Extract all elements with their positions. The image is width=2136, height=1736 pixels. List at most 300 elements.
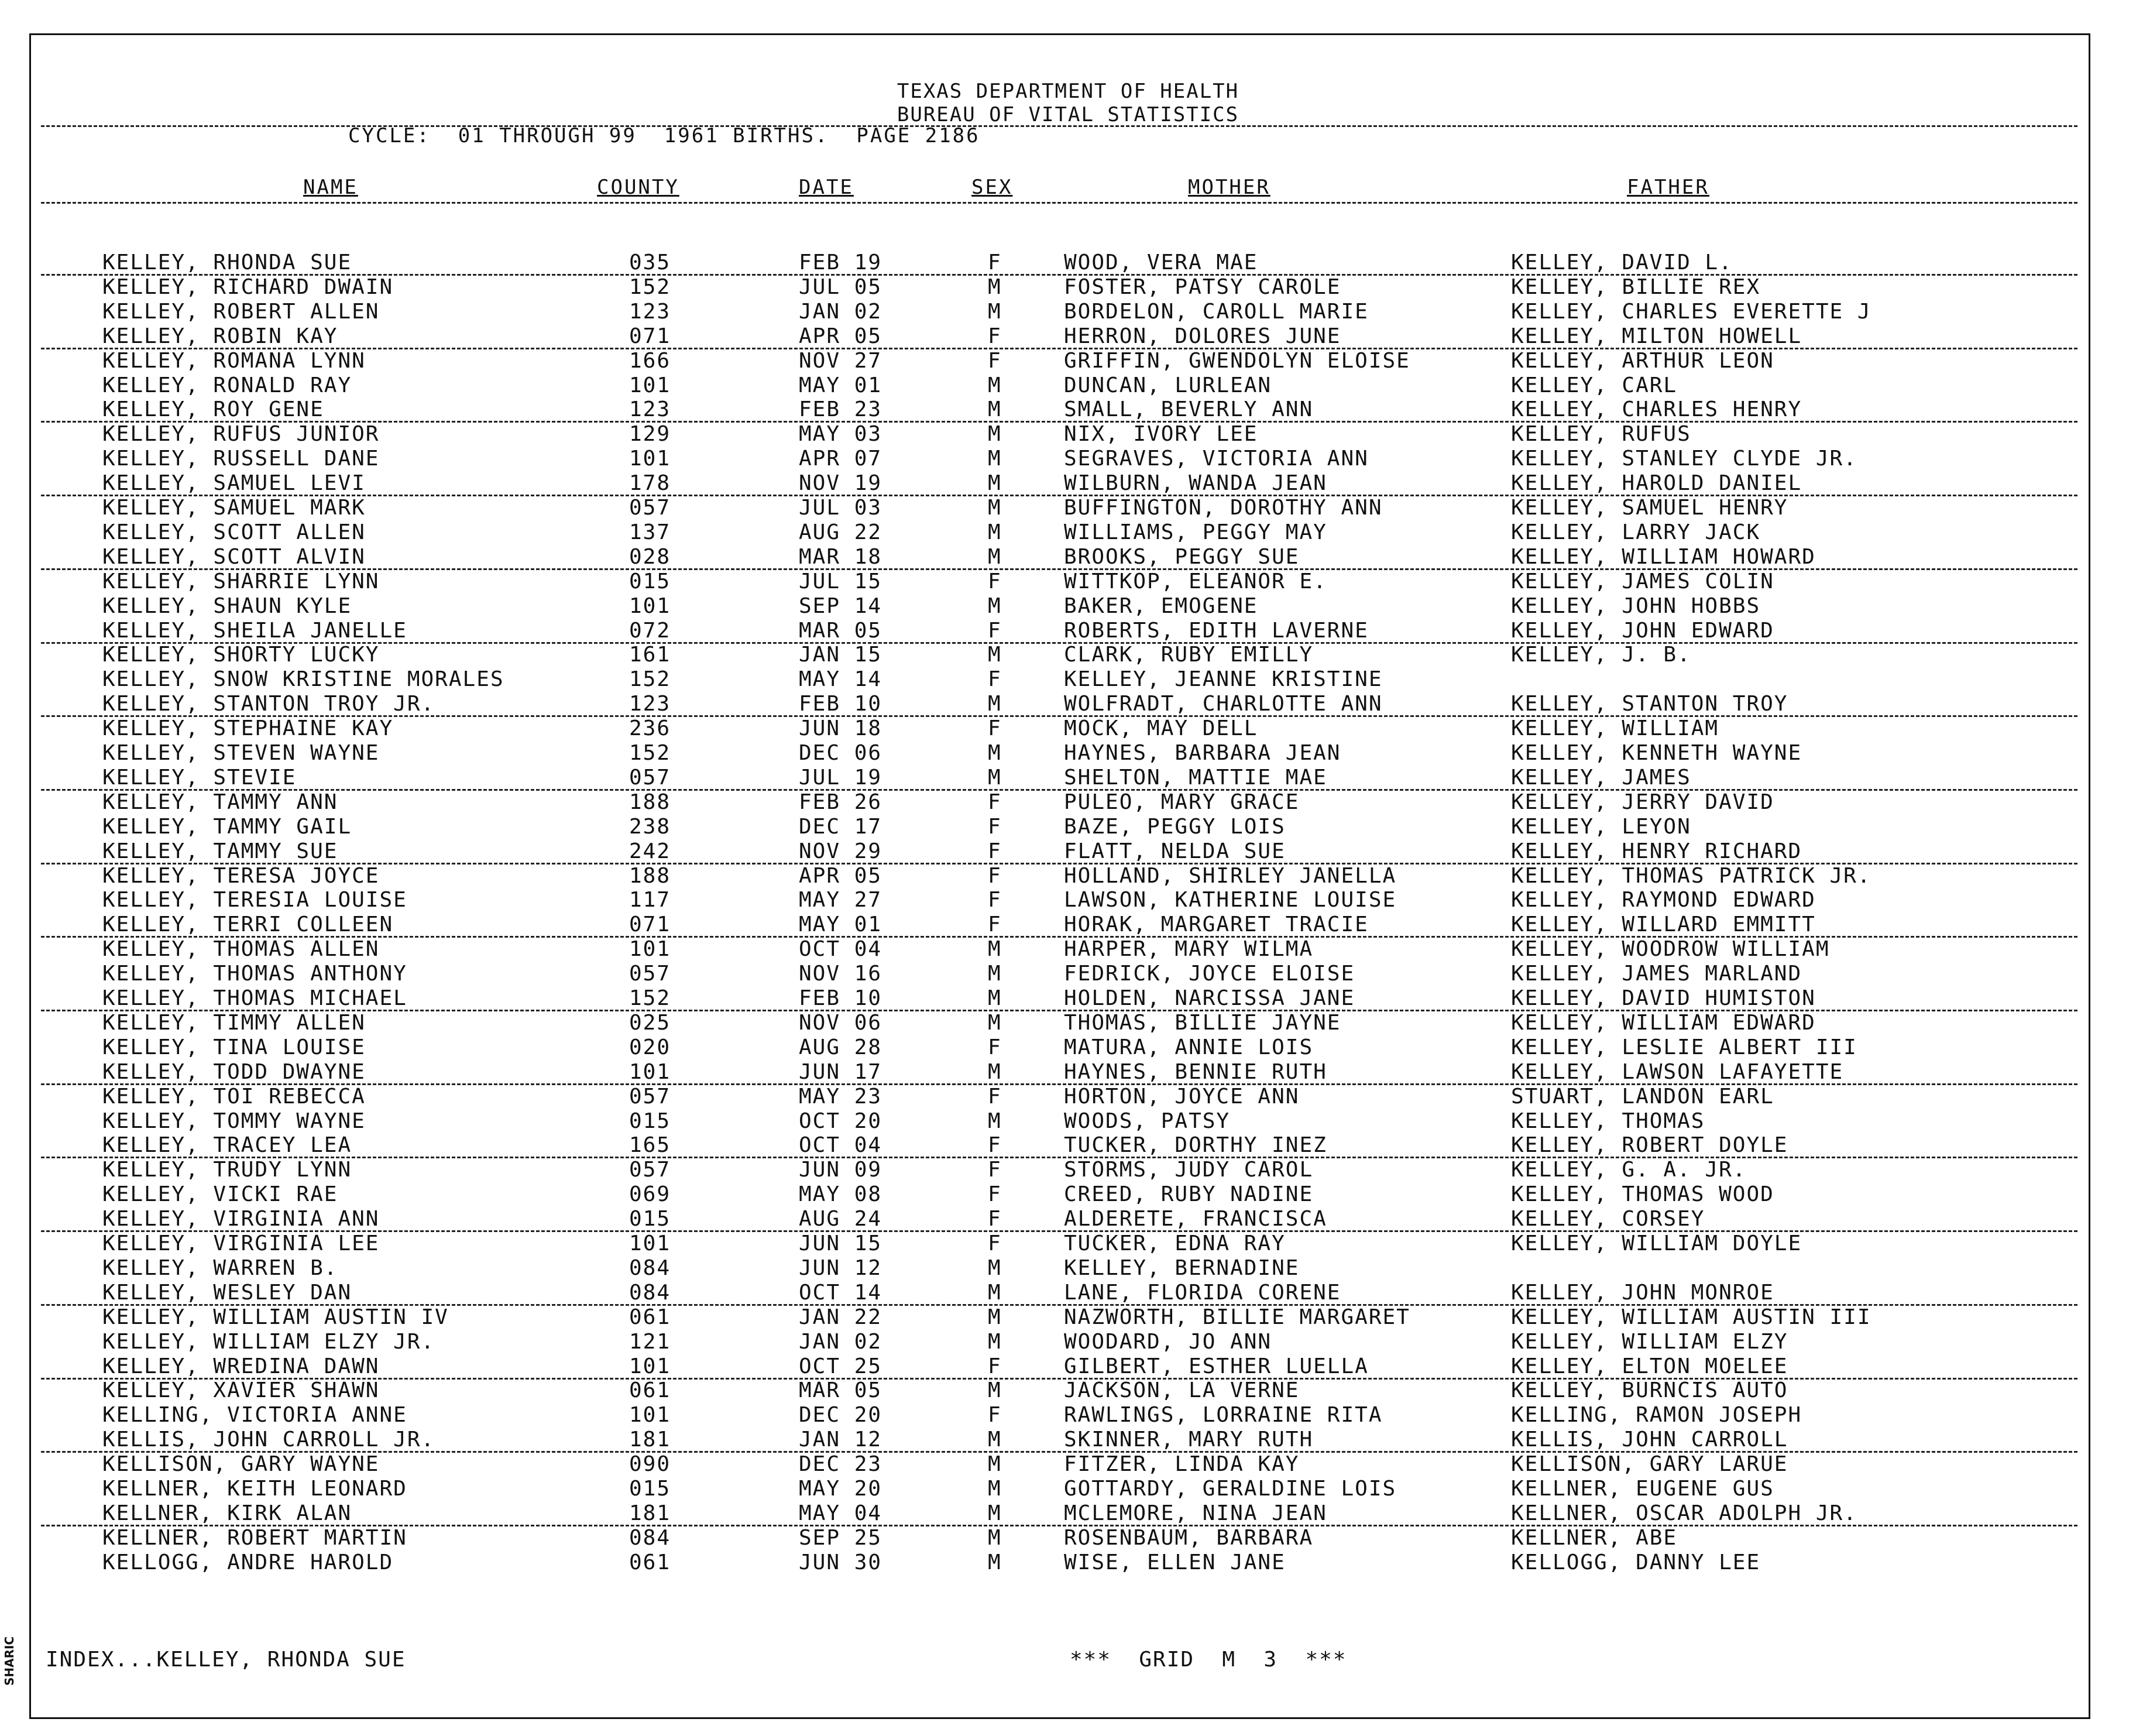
- record-county: 061: [629, 1305, 671, 1329]
- record-date: JAN 22: [799, 1305, 882, 1329]
- record-row: [0, 496, 2136, 520]
- record-mother: LANE, FLORIDA CORENE: [1064, 1280, 1341, 1305]
- record-sex: M: [988, 962, 1002, 986]
- record-sex: F: [988, 1403, 1002, 1428]
- record-father: KELLEY, WILLARD EMMITT: [1511, 912, 1816, 937]
- record-mother: NIX, IVORY LEE: [1064, 422, 1258, 447]
- record-date: JUN 18: [799, 716, 882, 741]
- record-row: [0, 1207, 2136, 1231]
- record-father: KELLEY, ROBERT DOYLE: [1511, 1133, 1788, 1158]
- record-sex: M: [988, 299, 1002, 324]
- record-date: NOV 27: [799, 348, 882, 373]
- record-row: [0, 397, 2136, 422]
- record-name: KELLEY, RUSSELL DANE: [102, 447, 380, 471]
- record-name: KELLEY, ROBIN KAY: [102, 324, 338, 348]
- column-header-mother: MOTHER: [1188, 176, 1270, 199]
- record-county: 101: [629, 593, 671, 618]
- record-county: 188: [629, 863, 671, 888]
- record-mother: HOLDEN, NARCISSA JANE: [1064, 986, 1355, 1010]
- record-sex: M: [988, 496, 1002, 520]
- record-county: 025: [629, 1010, 671, 1035]
- record-father: KELLNER, EUGENE GUS: [1511, 1477, 1774, 1501]
- record-name: KELLNER, KIRK ALAN: [102, 1501, 352, 1525]
- record-name: KELLEY, STEVEN WAYNE: [102, 741, 380, 765]
- record-father: KELLEY, G. A. JR.: [1511, 1158, 1747, 1182]
- record-row: [0, 545, 2136, 569]
- record-father: KELLEY, CORSEY: [1511, 1207, 1705, 1231]
- record-mother: WILLIAMS, PEGGY MAY: [1064, 520, 1327, 544]
- header-divider: [41, 125, 2077, 127]
- record-name: KELLEY, TAMMY SUE: [102, 839, 338, 863]
- record-name: KELLEY, TRACEY LEA: [102, 1133, 352, 1158]
- record-name: KELLEY, STEPHAINE KAY: [102, 716, 394, 741]
- record-father: KELLEY, RUFUS: [1511, 422, 1691, 447]
- record-row: [0, 1477, 2136, 1501]
- record-father: KELLEY, MILTON HOWELL: [1511, 324, 1802, 348]
- record-name: KELLEY, WILLIAM AUSTIN IV: [102, 1305, 449, 1329]
- record-county: 057: [629, 1084, 671, 1109]
- record-father: KELLEY, CARL: [1511, 373, 1678, 397]
- record-sex: M: [988, 1280, 1002, 1305]
- record-mother: JACKSON, LA VERNE: [1064, 1378, 1300, 1403]
- record-county: 236: [629, 716, 671, 741]
- record-row: [0, 275, 2136, 300]
- record-county: 057: [629, 962, 671, 986]
- record-father: KELLEY, JOHN EDWARD: [1511, 618, 1774, 643]
- record-county: 084: [629, 1280, 671, 1305]
- record-date: APR 05: [799, 324, 882, 348]
- record-mother: ROBERTS, EDITH LAVERNE: [1064, 618, 1369, 643]
- record-date: JUL 15: [799, 569, 882, 593]
- record-date: AUG 24: [799, 1207, 882, 1231]
- record-mother: MOCK, MAY DELL: [1064, 716, 1258, 741]
- record-row: [0, 1526, 2136, 1550]
- record-mother: WOODS, PATSY: [1064, 1109, 1231, 1133]
- record-mother: HERRON, DOLORES JUNE: [1064, 324, 1341, 348]
- record-name: KELLEY, WREDINA DAWN: [102, 1354, 380, 1378]
- record-father: KELLOGG, DANNY LEE: [1511, 1550, 1761, 1574]
- record-row: [0, 692, 2136, 716]
- record-father: KELLEY, LAWSON LAFAYETTE: [1511, 1059, 1844, 1084]
- record-father: STUART, LANDON EARL: [1511, 1084, 1774, 1109]
- record-date: AUG 28: [799, 1035, 882, 1059]
- record-date: JUN 30: [799, 1550, 882, 1574]
- record-sex: F: [988, 324, 1002, 348]
- record-mother: BORDELON, CAROLL MARIE: [1064, 299, 1369, 324]
- record-row: [0, 1158, 2136, 1182]
- record-mother: WOODARD, JO ANN: [1064, 1329, 1272, 1354]
- record-county: 015: [629, 1207, 671, 1231]
- column-header-divider: [41, 202, 2077, 204]
- record-father: KELLEY, CHARLES EVERETTE J: [1511, 299, 1871, 324]
- record-father: KELLEY, JERRY DAVID: [1511, 790, 1774, 814]
- record-date: DEC 23: [799, 1452, 882, 1477]
- record-date: MAY 08: [799, 1182, 882, 1207]
- record-father: KELLEY, STANLEY CLYDE JR.: [1511, 447, 1857, 471]
- record-date: JAN 15: [799, 643, 882, 667]
- record-sex: F: [988, 1158, 1002, 1182]
- record-date: APR 05: [799, 863, 882, 888]
- record-father: KELLEY, STANTON TROY: [1511, 692, 1788, 716]
- record-name: KELLEY, SHAUN KYLE: [102, 593, 352, 618]
- record-date: NOV 29: [799, 839, 882, 863]
- record-mother: SMALL, BEVERLY ANN: [1064, 397, 1314, 422]
- record-date: JUN 09: [799, 1158, 882, 1182]
- record-county: 117: [629, 888, 671, 912]
- record-father: KELLEY, THOMAS: [1511, 1109, 1705, 1133]
- record-sex: F: [988, 814, 1002, 839]
- record-sex: M: [988, 544, 1002, 569]
- record-mother: WOLFRADT, CHARLOTTE ANN: [1064, 692, 1383, 716]
- record-father: KELLEY, SAMUEL HENRY: [1511, 496, 1788, 520]
- record-county: 123: [629, 692, 671, 716]
- record-date: MAR 05: [799, 618, 882, 643]
- record-row: [0, 1182, 2136, 1207]
- record-row: [0, 619, 2136, 643]
- record-county: 035: [629, 251, 671, 275]
- cycle-info: CYCLE: 01 THROUGH 99 1961 BIRTHS. PAGE 2186: [348, 124, 980, 147]
- record-row: [0, 741, 2136, 766]
- record-row: [0, 300, 2136, 324]
- record-sex: M: [988, 1010, 1002, 1035]
- record-county: 165: [629, 1133, 671, 1158]
- record-county: 061: [629, 1550, 671, 1574]
- record-date: MAY 03: [799, 422, 882, 447]
- record-county: 137: [629, 520, 671, 544]
- record-mother: MATURA, ANNIE LOIS: [1064, 1035, 1314, 1059]
- record-father: KELLING, RAMON JOSEPH: [1511, 1403, 1802, 1428]
- record-father: KELLEY, DAVID L.: [1511, 251, 1733, 275]
- record-mother: HARPER, MARY WILMA: [1064, 937, 1314, 962]
- record-sex: M: [988, 643, 1002, 667]
- record-sex: F: [988, 618, 1002, 643]
- record-sex: M: [988, 986, 1002, 1010]
- record-county: 020: [629, 1035, 671, 1059]
- record-sex: M: [988, 1255, 1002, 1280]
- record-row: [0, 1085, 2136, 1109]
- record-date: FEB 26: [799, 790, 882, 814]
- record-father: KELLEY, WILLIAM DOYLE: [1511, 1231, 1802, 1255]
- record-sex: M: [988, 1329, 1002, 1354]
- record-date: DEC 06: [799, 741, 882, 765]
- record-father: KELLNER, ABE: [1511, 1525, 1678, 1550]
- record-county: 123: [629, 299, 671, 324]
- record-mother: STORMS, JUDY CAROL: [1064, 1158, 1314, 1182]
- record-date: OCT 14: [799, 1280, 882, 1305]
- record-mother: WISE, ELLEN JANE: [1064, 1550, 1286, 1574]
- record-sex: F: [988, 790, 1002, 814]
- record-date: FEB 19: [799, 251, 882, 275]
- record-name: KELLEY, VIRGINIA ANN: [102, 1207, 380, 1231]
- record-name: KELLEY, RUFUS JUNIOR: [102, 422, 380, 447]
- column-header-date: DATE: [799, 176, 854, 199]
- record-sex: F: [988, 839, 1002, 863]
- record-mother: RAWLINGS, LORRAINE RITA: [1064, 1403, 1383, 1428]
- record-sex: M: [988, 447, 1002, 471]
- record-mother: KELLEY, BERNADINE: [1064, 1255, 1300, 1280]
- record-mother: DUNCAN, LURLEAN: [1064, 373, 1272, 397]
- record-sex: M: [988, 1378, 1002, 1403]
- record-date: AUG 22: [799, 520, 882, 544]
- bureau-title: BUREAU OF VITAL STATISTICS: [897, 103, 1239, 126]
- record-date: MAY 23: [799, 1084, 882, 1109]
- record-name: KELLEY, XAVIER SHAWN: [102, 1378, 380, 1403]
- record-row: [0, 839, 2136, 864]
- record-mother: CLARK, RUBY EMILLY: [1064, 643, 1314, 667]
- grid-footer: *** GRID M 3 ***: [1070, 1648, 1347, 1672]
- record-date: JAN 02: [799, 299, 882, 324]
- record-sex: M: [988, 471, 1002, 496]
- record-row: [0, 643, 2136, 667]
- record-county: 084: [629, 1525, 671, 1550]
- record-date: JUN 12: [799, 1255, 882, 1280]
- record-sex: M: [988, 1525, 1002, 1550]
- record-mother: HAYNES, BARBARA JEAN: [1064, 741, 1341, 765]
- record-name: KELLEY, SNOW KRISTINE MORALES: [102, 667, 504, 692]
- record-sex: F: [988, 1354, 1002, 1378]
- record-county: 188: [629, 790, 671, 814]
- record-name: KELLEY, SAMUEL MARK: [102, 496, 366, 520]
- record-county: 152: [629, 741, 671, 765]
- record-mother: GILBERT, ESTHER LUELLA: [1064, 1354, 1369, 1378]
- record-sex: M: [988, 275, 1002, 299]
- record-date: FEB 10: [799, 692, 882, 716]
- record-county: 152: [629, 667, 671, 692]
- record-row: [0, 937, 2136, 962]
- record-name: KELLEY, STANTON TROY JR.: [102, 692, 435, 716]
- record-father: KELLEY, J. B.: [1511, 643, 1691, 667]
- record-county: 152: [629, 986, 671, 1010]
- record-row: [0, 569, 2136, 594]
- record-father: KELLEY, JAMES MARLAND: [1511, 962, 1802, 986]
- record-date: NOV 19: [799, 471, 882, 496]
- record-row: [0, 766, 2136, 790]
- record-county: 101: [629, 447, 671, 471]
- record-father: KELLEY, WILLIAM EDWARD: [1511, 1010, 1816, 1035]
- record-row: [0, 888, 2136, 912]
- record-name: KELLEY, ROBERT ALLEN: [102, 299, 380, 324]
- record-date: JUN 17: [799, 1059, 882, 1084]
- record-mother: PULEO, MARY GRACE: [1064, 790, 1300, 814]
- record-mother: CREED, RUBY NADINE: [1064, 1182, 1314, 1207]
- record-name: KELLEY, SHEILA JANELLE: [102, 618, 407, 643]
- record-row: [0, 1330, 2136, 1354]
- record-sex: F: [988, 1207, 1002, 1231]
- record-sex: F: [988, 1084, 1002, 1109]
- record-father: KELLEY, THOMAS WOOD: [1511, 1182, 1774, 1207]
- record-name: KELLEY, THOMAS ALLEN: [102, 937, 380, 962]
- record-county: 181: [629, 1501, 671, 1525]
- record-father: KELLEY, WOODROW WILLIAM: [1511, 937, 1830, 962]
- record-father: KELLEY, RAYMOND EDWARD: [1511, 888, 1816, 912]
- record-row: [0, 422, 2136, 447]
- record-sex: M: [988, 593, 1002, 618]
- record-date: JUL 19: [799, 765, 882, 790]
- record-row: [0, 1256, 2136, 1281]
- record-row: [0, 1281, 2136, 1305]
- record-sex: F: [988, 716, 1002, 741]
- record-name: KELLIS, JOHN CARROLL JR.: [102, 1428, 435, 1452]
- record-row: [0, 349, 2136, 373]
- record-name: KELLEY, TOI REBECCA: [102, 1084, 366, 1109]
- record-mother: ROSENBAUM, BARBARA: [1064, 1525, 1314, 1550]
- record-mother: SHELTON, MATTIE MAE: [1064, 765, 1327, 790]
- record-mother: SEGRAVES, VICTORIA ANN: [1064, 447, 1369, 471]
- column-header-name: NAME: [303, 176, 358, 199]
- record-row: [0, 373, 2136, 398]
- record-father: KELLEY, HENRY RICHARD: [1511, 839, 1802, 863]
- record-father: KELLEY, THOMAS PATRICK JR.: [1511, 863, 1871, 888]
- record-county: 242: [629, 839, 671, 863]
- index-footer: INDEX...KELLEY, RHONDA SUE: [46, 1648, 406, 1672]
- record-date: JUL 03: [799, 496, 882, 520]
- record-mother: WILBURN, WANDA JEAN: [1064, 471, 1327, 496]
- record-mother: BAKER, EMOGENE: [1064, 593, 1258, 618]
- record-county: 072: [629, 618, 671, 643]
- record-sex: F: [988, 888, 1002, 912]
- record-county: 101: [629, 937, 671, 962]
- record-mother: TUCKER, DORTHY INEZ: [1064, 1133, 1327, 1158]
- record-father: KELLEY, WILLIAM AUSTIN III: [1511, 1305, 1871, 1329]
- record-name: KELLEY, SHORTY LUCKY: [102, 643, 380, 667]
- record-name: KELLEY, TAMMY GAIL: [102, 814, 352, 839]
- record-father: KELLEY, HAROLD DANIEL: [1511, 471, 1802, 496]
- record-mother: LAWSON, KATHERINE LOUISE: [1064, 888, 1397, 912]
- record-father: KELLEY, BURNCIS AUTO: [1511, 1378, 1788, 1403]
- record-county: 181: [629, 1428, 671, 1452]
- record-name: KELLNER, KEITH LEONARD: [102, 1477, 407, 1501]
- record-county: 101: [629, 1354, 671, 1378]
- record-row: [0, 324, 2136, 349]
- record-row: [0, 447, 2136, 471]
- record-name: KELLEY, WILLIAM ELZY JR.: [102, 1329, 435, 1354]
- record-mother: THOMAS, BILLIE JAYNE: [1064, 1010, 1341, 1035]
- record-sex: F: [988, 667, 1002, 692]
- record-county: 084: [629, 1255, 671, 1280]
- record-date: FEB 23: [799, 397, 882, 422]
- record-name: KELLEY, RICHARD DWAIN: [102, 275, 394, 299]
- record-date: FEB 10: [799, 986, 882, 1010]
- record-name: KELLEY, VICKI RAE: [102, 1182, 338, 1207]
- record-sex: M: [988, 937, 1002, 962]
- record-row: [0, 1109, 2136, 1134]
- record-name: KELLEY, TAMMY ANN: [102, 790, 338, 814]
- record-father: KELLEY, BILLIE REX: [1511, 275, 1761, 299]
- record-date: SEP 25: [799, 1525, 882, 1550]
- record-father: KELLEY, WILLIAM HOWARD: [1511, 544, 1816, 569]
- record-date: NOV 06: [799, 1010, 882, 1035]
- record-sex: M: [988, 1059, 1002, 1084]
- record-name: KELLEY, SCOTT ALVIN: [102, 544, 366, 569]
- record-county: 161: [629, 643, 671, 667]
- record-sex: F: [988, 863, 1002, 888]
- record-row: [0, 520, 2136, 545]
- record-date: MAR 05: [799, 1378, 882, 1403]
- record-row: [0, 1354, 2136, 1379]
- record-father: KELLEY, LARRY JACK: [1511, 520, 1761, 544]
- record-father: KELLEY, ELTON MOELEE: [1511, 1354, 1788, 1378]
- record-name: KELLEY, THOMAS MICHAEL: [102, 986, 407, 1010]
- record-name: KELLEY, SCOTT ALLEN: [102, 520, 366, 544]
- record-father: KELLEY, KENNETH WAYNE: [1511, 741, 1802, 765]
- record-mother: MCLEMORE, NINA JEAN: [1064, 1501, 1327, 1525]
- record-row: [0, 1403, 2136, 1428]
- column-header-county: COUNTY: [597, 176, 679, 199]
- record-date: MAY 20: [799, 1477, 882, 1501]
- record-row: [0, 1501, 2136, 1526]
- record-name: KELLEY, WESLEY DAN: [102, 1280, 352, 1305]
- record-mother: BROOKS, PEGGY SUE: [1064, 544, 1300, 569]
- record-mother: ALDERETE, FRANCISCA: [1064, 1207, 1327, 1231]
- record-row: [0, 1011, 2136, 1035]
- record-father: KELLEY, JOHN MONROE: [1511, 1280, 1774, 1305]
- record-name: KELLEY, TOMMY WAYNE: [102, 1109, 366, 1133]
- record-mother: HAYNES, BENNIE RUTH: [1064, 1059, 1327, 1084]
- record-county: 071: [629, 324, 671, 348]
- record-sex: M: [988, 1550, 1002, 1574]
- record-mother: WITTKOP, ELEANOR E.: [1064, 569, 1327, 593]
- record-sex: F: [988, 1035, 1002, 1059]
- record-father: KELLEY, JAMES COLIN: [1511, 569, 1774, 593]
- record-name: KELLEY, VIRGINIA LEE: [102, 1231, 380, 1255]
- record-mother: SKINNER, MARY RUTH: [1064, 1428, 1314, 1452]
- record-date: MAY 14: [799, 667, 882, 692]
- record-name: KELLEY, TERESA JOYCE: [102, 863, 380, 888]
- record-row: [0, 962, 2136, 986]
- record-date: DEC 17: [799, 814, 882, 839]
- record-father: KELLEY, CHARLES HENRY: [1511, 397, 1802, 422]
- record-county: 069: [629, 1182, 671, 1207]
- record-sex: F: [988, 1133, 1002, 1158]
- record-mother: HOLLAND, SHIRLEY JANELLA: [1064, 863, 1397, 888]
- record-father: KELLEY, WILLIAM: [1511, 716, 1719, 741]
- record-sex: M: [988, 520, 1002, 544]
- record-sex: F: [988, 251, 1002, 275]
- record-mother: BUFFINGTON, DOROTHY ANN: [1064, 496, 1383, 520]
- record-name: KELLEY, SHARRIE LYNN: [102, 569, 380, 593]
- record-row: [0, 594, 2136, 619]
- record-sex: M: [988, 1305, 1002, 1329]
- record-mother: WOOD, VERA MAE: [1064, 251, 1258, 275]
- record-county: 166: [629, 348, 671, 373]
- record-row: [0, 790, 2136, 815]
- record-father: KELLEY, ARTHUR LEON: [1511, 348, 1774, 373]
- record-father: KELLIS, JOHN CARROLL: [1511, 1428, 1788, 1452]
- record-date: APR 07: [799, 447, 882, 471]
- record-county: 178: [629, 471, 671, 496]
- record-row: [0, 1231, 2136, 1256]
- record-county: 071: [629, 912, 671, 937]
- record-county: 101: [629, 1403, 671, 1428]
- record-date: OCT 25: [799, 1354, 882, 1378]
- record-name: KELLISON, GARY WAYNE: [102, 1452, 380, 1477]
- record-mother: KELLEY, JEANNE KRISTINE: [1064, 667, 1383, 692]
- column-header-sex: SEX: [971, 176, 1013, 199]
- record-mother: HORAK, MARGARET TRACIE: [1064, 912, 1369, 937]
- column-header-father: FATHER: [1627, 176, 1709, 199]
- record-date: MAY 01: [799, 373, 882, 397]
- record-row: [0, 815, 2136, 839]
- record-sex: F: [988, 1182, 1002, 1207]
- record-sex: M: [988, 692, 1002, 716]
- record-name: KELLEY, SAMUEL LEVI: [102, 471, 366, 496]
- record-sex: M: [988, 765, 1002, 790]
- record-sex: M: [988, 1501, 1002, 1525]
- record-row: [0, 667, 2136, 692]
- record-mother: GRIFFIN, GWENDOLYN ELOISE: [1064, 348, 1410, 373]
- record-county: 101: [629, 373, 671, 397]
- record-county: 057: [629, 496, 671, 520]
